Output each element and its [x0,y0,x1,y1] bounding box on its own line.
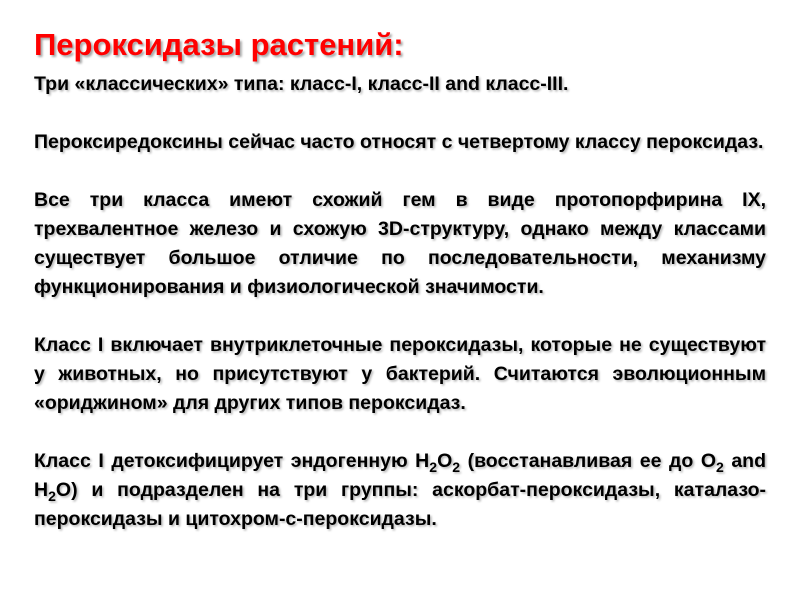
paragraph-class-one-detox [34,447,766,534]
text-segment: Класс I детоксифицирует эндогенную H [34,450,430,472]
paragraph-classes-overview: Три «классических» типа: класс-I, класс-II and класс-III. [34,73,569,95]
subscript: 2 [452,458,461,475]
paragraph-peroxiredoxins: Пероксиредоксины сейчас часто относят с четвертому классу пероксидаз. [34,131,764,153]
paragraph-class-one: Класс I включает внутриклеточные пероксидазы, которые не существуют у животных, но присутствуют у бактерий. Считаются эволюционным «ориджином» для других типов пероксидаз. [34,334,766,414]
text-segment: O [437,450,453,472]
subscript: 2 [715,458,724,475]
text-segment: O) и подразделен на три группы: аскорбат-пероксидазы, каталазо-пероксидазы и цитохром-с-пероксидазы. [34,479,766,530]
subscript: 2 [429,458,438,475]
subscript: 2 [48,487,56,504]
text-segment: and H [34,450,767,501]
paragraph-common-structure: Все три класса имеют схожий гем в виде протопорфирина IX, трехвалентное железо и схожую 3D-структуру, однако между классами существует большое отличие по последовательности, механизму функционирования и физиологической значимости. [34,189,766,298]
slide-title: Пероксидазы растений: [34,27,404,62]
text-segment: (восстанавливая ее до O [460,450,716,472]
